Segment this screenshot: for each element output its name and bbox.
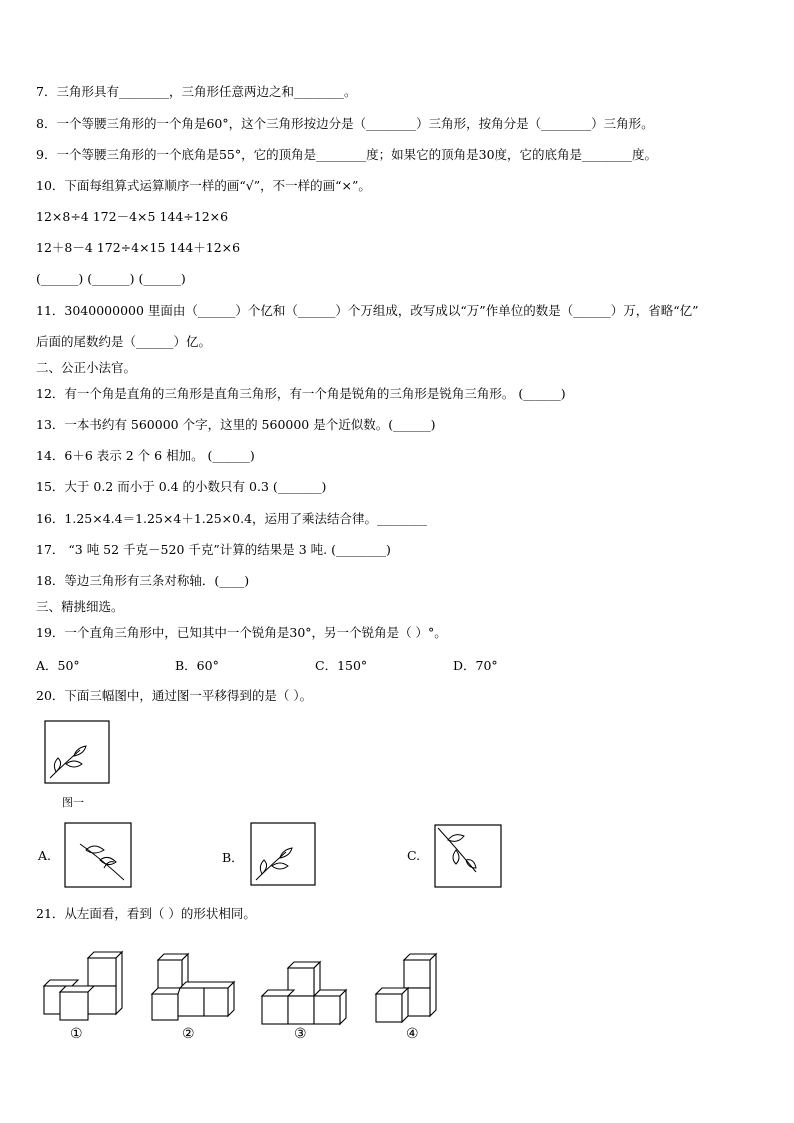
question-line-q15: 15．大于 0.2 而小于 0.4 的小数只有 0.3 (_______) (36, 479, 327, 494)
question-line-q21: 21．从左面看，看到（ ）的形状相同。 (36, 906, 256, 921)
q21-label-1: ① (70, 1026, 83, 1042)
q21-label-4: ④ (406, 1026, 419, 1042)
question-line-q8: 8．一个等腰三角形的一个角是60°，这个三角形按边分是（________）三角形，按角分是（________）三角形。 (36, 116, 654, 131)
q21-figure-4[interactable] (374, 952, 440, 1028)
question-line-q18: 18．等边三角形有三条对称轴．(____) (36, 573, 250, 588)
q21-label-3: ③ (294, 1026, 307, 1042)
question-line-q10c: (______) (______) (______) (36, 271, 186, 286)
question-line-q12: 12．有一个角是直角的三角形是直角三角形，有一个角是锐角的三角形是锐角三角形。 (______) (36, 386, 566, 401)
question-line-q11a: 11．3040000000 里面由（______）个亿和（______）个万组成，改写成以“万”作单位的数是（______）万，省略“亿” (36, 303, 699, 318)
question-line-q13: 13．一本书约有 560000 个字，这里的 560000 是个近似数。(______) (36, 417, 436, 432)
question-line-q16: 16．1.25×4.4＝1.25×4＋1.25×0.4，运用了乘法结合律。________ (36, 511, 428, 526)
q20-option-c-figure[interactable] (434, 824, 504, 890)
q19-option-b[interactable]: B．60° (175, 658, 219, 673)
question-line-q10a: 12×8÷4 172－4×5 144÷12×6 (36, 209, 229, 224)
figure-one (44, 720, 112, 784)
q19-option-d[interactable]: D．70° (453, 658, 498, 673)
question-line-q20: 20．下面三幅图中，通过图一平移得到的是（ ）。 (36, 688, 313, 703)
question-line-q10: 10．下面每组算式运算顺序一样的画“√”，不一样的画“×”。 (36, 178, 371, 193)
q20-option-c-label[interactable]: C. (407, 848, 421, 863)
q21-label-2: ② (182, 1026, 195, 1042)
question-line-q19: 19．一个直角三角形中，已知其中一个锐角是30°，另一个锐角是（ ）°。 (36, 625, 447, 640)
q20-option-b-label[interactable]: B． (222, 850, 244, 865)
question-line-q9: 9．一个等腰三角形的一个底角是55°，它的顶角是________度；如果它的顶角是30度，它的底角是________度。 (36, 147, 658, 162)
question-line-q11b: 后面的尾数约是（______）亿。 (36, 334, 212, 349)
question-line-q14: 14．6＋6 表示 2 个 6 相加。 (______) (36, 448, 255, 463)
q19-option-a[interactable]: A．50° (36, 658, 80, 673)
question-line-q17: 17． “3 吨 52 千克－520 千克”计算的结果是 3 吨. (________) (36, 542, 391, 557)
q21-figure-2[interactable] (150, 952, 236, 1028)
q19-option-c[interactable]: C．150° (315, 658, 368, 673)
q20-option-a-label[interactable]: A. (38, 848, 52, 863)
question-line-sec2: 二、公正小法官。 (36, 360, 137, 375)
question-line-q10b: 12＋8－4 172÷4×15 144＋12×6 (36, 240, 241, 255)
question-line-q7: 7．三角形具有________，三角形任意两边之和________。 (36, 84, 357, 99)
q20-option-b-figure[interactable] (250, 822, 318, 888)
question-line-sec3: 三、精挑细选。 (36, 599, 124, 614)
figure-one-caption: 图一 (62, 796, 84, 809)
q20-option-a-figure[interactable] (64, 822, 134, 890)
q21-figure-3[interactable] (260, 960, 350, 1028)
q21-figure-1[interactable] (42, 950, 124, 1026)
